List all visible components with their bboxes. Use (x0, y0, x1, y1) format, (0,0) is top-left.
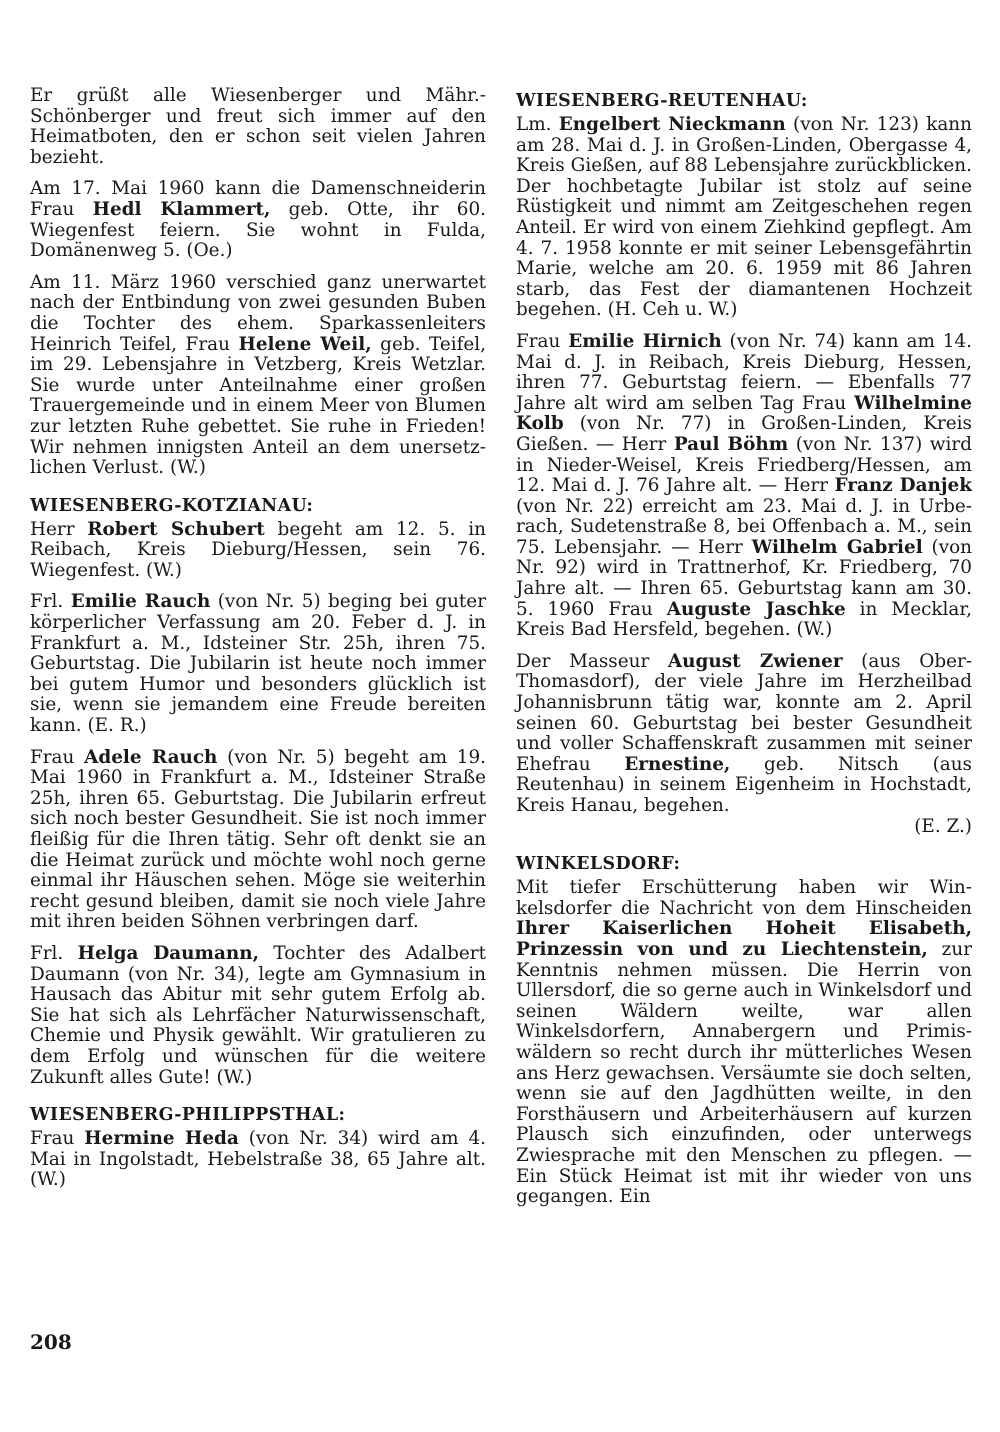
section-heading: WIESENBERG-KOTZIANAU: (30, 495, 314, 516)
person-name: Paul Böhm (673, 433, 789, 455)
person-name: Franz Danjek (834, 475, 972, 497)
person-name: Hermine Heda (84, 1128, 239, 1150)
person-name: Adele Rauch (84, 746, 218, 768)
left-paragraph (30, 86, 486, 168)
text-run: Am 11. März 1960 verschied ganz unerwartet nach der Entbindung von zwei gesunden Buben die Tochter des ehem. Sparkassenleiters Heinrich Teifel, Frau (30, 271, 486, 355)
left-paragraph (30, 179, 486, 261)
text-run: (von Nr. 123) kann am 28. Mai d. J. in Großen-Linden, Obergasse 4, Kreis Gießen, auf 88 Lebensjahre zurückblicken. Der hochbetagte Jubilar ist stolz auf seine Rüstigkeit und nimmt am Zeitgeschehen regen Anteil. Er wird von einem Ziehkind gepflegt. Am 4. 7. 1958 konnte er mit seiner Lebensgefährtin Marie, welche am 20. 6. 1959 mit 86 Jahren starb, das Fest der diamantenen Hochzeit begehen. (H. Ceh u. W.) (516, 114, 972, 321)
person-name: August Zwiener (667, 650, 843, 672)
text-run: (von Nr. 74) kann am 14. Mai d. J. in Reibach, Kreis Dieburg, Hessen, ihren 77. Geburtstag feiern. — Ebenfalls 77 Jahre alt wird am selben Tag Frau (516, 330, 972, 414)
right-paragraph (516, 652, 972, 817)
section-heading: WIESENBERG-PHILIPPSTHAL: (30, 1105, 346, 1126)
left-paragraph (30, 592, 486, 736)
text-run: Herr (30, 518, 88, 540)
person-name: Emilie Rauch (70, 591, 211, 613)
text-run: (von Nr. 5) beging bei guter körperlicher Verfassung am 20. Feber d. J. in Frankfurt a. M., Idsteiner Str. 25h, ihren 75. Geburtstag. Die Jubilarin ist heute noch immer bei gutem Humor und besonders glücklich ist sie, wenn sie jemandem eine Freude bereiten kann. (E. R.) (30, 591, 486, 737)
left-paragraph (30, 273, 486, 479)
text-run: (aus Ober-Thomasdorf), der viele Jahre im Herzheilbad Johannisbrunn tätig war, konnte am 2. April seinen 60. Geburtstag bei bester Gesundheit und voller Schaffenskraft zusammen mit seiner Ehefrau (516, 650, 972, 775)
text-run: zur Kenntnis nehmen müssen. Die Herrin von Ullersdorf, die so gerne auch in Winkelsdorf und seinen Wäldern weilte, war allen Winkelsdorfern, Annabergern und Primiswäldern so recht durch ihr mütterliches Wesen ans Herz gewachsen. Versäumte sie doch selten, wenn sie auf den Jagdhütten weilte, in den Forsthäusern und Arbeiterhäusern auf kurzen Plausch sich einzufinden, oder unterwegs Zwiesprache mit den Menschen zu pflegen. — Ein Stück Heimat ist mit ihr wieder von uns gegangen. Ein (516, 938, 973, 1208)
text-run: in Mecklar, Kreis Bad Hersfeld, begehen. (W.) (516, 598, 973, 641)
person-name: Emilie Hirnich (568, 330, 722, 352)
person-name: Ihrer Kaiserlichen Hoheit Elisabeth, Prinzessin von und zu Liechtenstein, (516, 918, 972, 960)
text-run: (von Nr. 137) wird in Nieder-Weisel, Kreis Friedberg/Hessen, am 12. Mai d. J. 76 Jahre alt. — Herr (516, 433, 972, 497)
text-run: Der Masseur (516, 650, 668, 672)
text-run: Mit tiefer Erschütterung haben wir Winkelsdorfer die Nachricht von dem Hinscheiden (516, 877, 972, 919)
right-paragraph (516, 115, 972, 321)
left-paragraph (30, 944, 486, 1088)
text-run: Frau (30, 1128, 85, 1150)
person-name: Wilhelmine Kolb (516, 392, 972, 435)
text-run: (von Nr. 92) wird in Trattnerhof, Kr. Friedberg, 70 Jahre alt. — Ihren 65. Geburtstag kann am 30. 5. 1960 Frau (516, 536, 972, 620)
text-run: (von Nr. 22) erreicht am 23. Mai d. J. in Urberach, Sudetenstraße 8, bei Offenbach a. M., sein 75. Lebensjahr. — Herr (516, 495, 972, 558)
section-heading: WIESENBERG-REUTENHAU: (516, 91, 808, 111)
person-name: Wilhelm Gabriel (751, 536, 923, 558)
person-name: Robert Schubert (87, 518, 265, 540)
text-run: Frl. (30, 591, 71, 613)
section-heading: WINKELSDORF: (516, 854, 681, 875)
text-run: Frau (30, 746, 85, 768)
text-run: geb. Teifel, im 29. Lebensjahre in Vetzberg, Kreis Wetzlar. Sie wurde unter Anteilnahme einer großen Trauergemeinde und in einem Meer von Blumen zur letzten Ruhe gebettet. Sie ruhe in Frieden! Wir nehmen innigsten Anteil an dem unersetzlichen Verlust. (W.) (30, 333, 487, 479)
person-name: Helene Weil, (238, 333, 372, 355)
left-column (30, 86, 486, 1202)
right-column (516, 86, 972, 1219)
text-run: Lm. (516, 114, 559, 135)
text-run: Frau (516, 330, 569, 352)
text-run: Er grüßt alle Wiesenberger und Mähr.-Schönberger und freut sich immer auf den Heimatboten, den er schon seit vielen Jahren bezieht. (30, 85, 486, 168)
right-paragraph (516, 878, 972, 1208)
person-name: Ernestine, (624, 753, 731, 775)
author-signature: (E. Z.) (914, 815, 972, 837)
text-run: (von Nr. 77) in Großen-Linden, Kreis Gießen. — Herr (516, 413, 972, 455)
text-run: Frl. (30, 942, 78, 964)
text-run: geb. Otte, ihr 60. Wiegenfest feiern. Sie wohnt in Fulda, Domänenweg 5. (Oe.) (30, 198, 486, 262)
text-run: (von Nr. 34) wird am 4. Mai in Ingolstadt, Hebelstraße 38, 65 Jahre alt. (W.) (30, 1128, 486, 1191)
right-paragraph (516, 332, 972, 641)
left-paragraph (30, 1129, 486, 1191)
person-name: Helga Daumann, (77, 942, 260, 964)
person-name: Engelbert Nieckmann (558, 114, 786, 135)
page-number: 208 (30, 1330, 72, 1354)
text-run: (von Nr. 5) begeht am 19. Mai 1960 in Frankfurt a. M., Idsteiner Straße 25h, ihren 65. Geburtstag. Die Jubilarin erfreut sich noch bester Gesundheit. Sie ist noch immer fleißig für die Ihren tätig. Sehr oft denkt sie an die Heimat zurück und möchte wohl noch gerne einmal ihr Häuschen sehen. Möge sie weiterhin recht gesund bleiben, damit sie noch viele Jahre mit ihren beiden Söhnen verbringen darf. (30, 746, 486, 933)
text-run: Am 17. Mai 1960 kann die Damenschneiderin Frau (30, 178, 486, 220)
left-paragraph (30, 748, 486, 933)
left-paragraph (30, 520, 486, 582)
person-name: Hedl Klammert, (92, 198, 271, 220)
person-name: Auguste Jaschke (666, 598, 846, 620)
text-run: Tochter des Adalbert Daumann (von Nr. 34), legte am Gymnasium in Hausach das Abitur mit sehr gutem Erfolg ab. Sie hat sich als Lehrfächer Naturwissenschaft, Chemie und Physik gewählt. Wir gratulieren zu dem Erfolg und wünschen für die weitere Zukunft alles Gute! (W.) (30, 942, 486, 1088)
text-run: begeht am 12. 5. in Reibach, Kreis Dieburg/Hessen, sein 76. Wiegenfest. (W.) (30, 518, 486, 581)
text-run: geb. Nitsch (aus Reutenhau) in seinem Eigenheim in Hochstadt, Kreis Hanau, begehen. (516, 753, 972, 816)
